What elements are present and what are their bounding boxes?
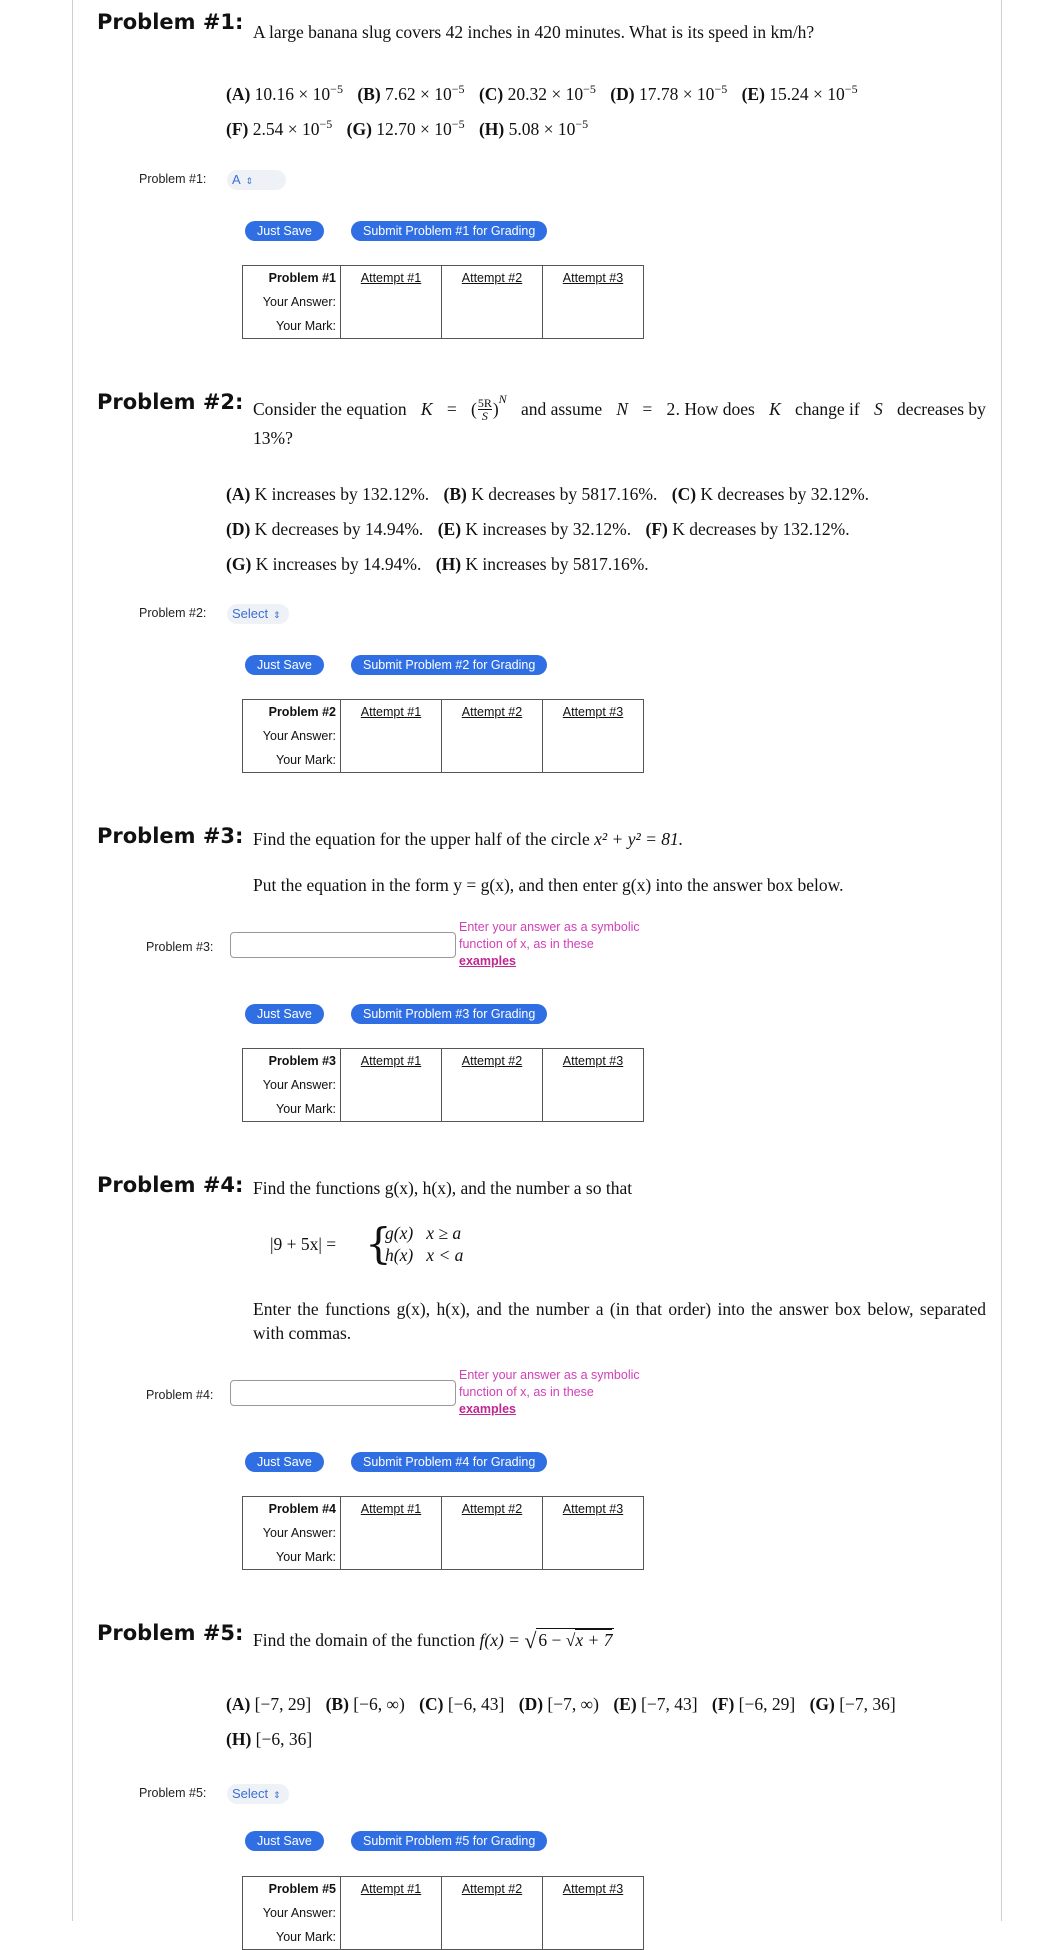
chevron-updown-icon: ⇕ — [273, 610, 281, 620]
brace-icon: { — [365, 1219, 392, 1268]
problem-2-title: Problem #2: — [97, 390, 244, 414]
radical-icon: √ — [565, 1630, 576, 1650]
problem-1-answer-label: Problem #1: — [139, 172, 207, 186]
choice-c: (C) $20.32 \times 10^{-5}$ — [478, 82, 596, 104]
problem-5-answer-label: Problem #5: — [139, 1786, 207, 1800]
problem-5-answer-select[interactable]: Select ⇕ — [227, 1784, 289, 1804]
problem-1-title: Problem #1: — [97, 10, 244, 34]
chevron-updown-icon: ⇕ — [273, 1790, 281, 1800]
problem-3-answer-input[interactable] — [230, 932, 456, 958]
problem-2-just-save-button[interactable]: Just Save — [245, 655, 324, 675]
attempt-3-link[interactable]: Attempt #3 — [562, 1054, 624, 1068]
problem-3-attempts-table: Problem #3 Your Answer: Your Mark: Attempt #1 Attempt #2 Attempt #3 — [242, 1048, 644, 1122]
problem-1-just-save-button[interactable]: Just Save — [245, 221, 324, 241]
problem-5-just-save-button[interactable]: Just Save — [245, 1831, 324, 1851]
problem-4-hint: Enter your answer as a symbolic function of x, as in these examples — [459, 1368, 640, 1416]
problem-4-instructions: Enter the functions g(x), h(x), and the number a (in that order) into the answer box below, separated with commas. — [253, 1299, 986, 1343]
problem-4-title: Problem #4: — [97, 1173, 244, 1197]
problem-3-submit-button[interactable]: Submit Problem #3 for Grading — [351, 1004, 547, 1024]
choice-h: (H) $5.08 \times 10^{-5}$ — [478, 117, 589, 139]
problem-4-lhs: |9 + 5x| = — [270, 1234, 337, 1254]
page-left-border — [72, 0, 73, 1921]
attempt-2-link[interactable]: Attempt #2 — [461, 705, 523, 719]
attempt-2-link[interactable]: Attempt #2 — [461, 1882, 523, 1896]
problem-4-answer-label: Problem #4: — [146, 1388, 214, 1402]
problem-1-attempts-table: Problem #1 Your Answer: Your Mark: Attempt #1 Attempt #2 Attempt #3 — [242, 265, 644, 339]
attempt-1-link[interactable]: Attempt #1 — [360, 1054, 422, 1068]
problem-3-just-save-button[interactable]: Just Save — [245, 1004, 324, 1024]
problem-2-attempts-table: Problem #2 Your Answer: Your Mark: Attempt #1 Attempt #2 Attempt #3 — [242, 699, 644, 773]
problem-3-text: Find the equation for the upper half of the circle x² + y² = 81. — [253, 829, 684, 849]
problem-4-just-save-button[interactable]: Just Save — [245, 1452, 324, 1472]
attempt-2-link[interactable]: Attempt #2 — [461, 1054, 523, 1068]
problem-5-title: Problem #5: — [97, 1621, 244, 1645]
attempt-2-link[interactable]: Attempt #2 — [461, 271, 523, 285]
chevron-updown-icon: ⇕ — [245, 176, 254, 186]
attempt-3-link[interactable]: Attempt #3 — [562, 271, 624, 285]
choice-d: (D) $17.78 \times 10^{-5}$ — [610, 82, 728, 104]
attempt-3-link[interactable]: Attempt #3 — [562, 705, 624, 719]
choice-a: (A) $10.16 \times 10^{-5}$ — [226, 82, 343, 104]
attempt-1-link[interactable]: Attempt #1 — [360, 1882, 422, 1896]
problem-2-submit-button[interactable]: Submit Problem #2 for Grading — [351, 655, 547, 675]
problem-4-answer-input[interactable] — [230, 1380, 456, 1406]
problem-2-text: Consider the equation K = ( 5R S ) N and assume N = 2 . How does K change if S decreases by 13%? — [253, 392, 986, 448]
problem-3-instructions: Put the equation in the form y = g(x), and then enter g(x) into the answer box below. — [253, 875, 844, 895]
problem-1-choices — [226, 77, 868, 147]
choice-g: (G) $12.70 \times 10^{-5}$ — [346, 117, 465, 139]
attempt-1-link[interactable]: Attempt #1 — [360, 271, 422, 285]
problem-5-attempts-table: Problem #5 Your Answer: Your Mark: Attempt #1 Attempt #2 Attempt #3 — [242, 1876, 644, 1950]
examples-link[interactable]: examples — [459, 1402, 516, 1416]
problem-5-text: Find the domain of the function f(x) = √ 6 − √x + 7 — [253, 1628, 613, 1653]
problem-2-answer-label: Problem #2: — [139, 606, 207, 620]
attempt-3-link[interactable]: Attempt #3 — [562, 1882, 624, 1896]
problem-4-submit-button[interactable]: Submit Problem #4 for Grading — [351, 1452, 547, 1472]
problem-2-choices: (A) K increases by 132.12%. (B) K decreases by 5817.16%. (C) K decreases by 32.12%. (D) K decreases by 14.94%. (E) K increases by 32.12%. (F) K decreases by 132.12%. (G) K increases by 14.94%. (H) K increases by 5817.16%. — [226, 484, 870, 574]
problem-1-submit-button[interactable]: Submit Problem #1 for Grading — [351, 221, 547, 241]
problem-3-hint: Enter your answer as a symbolic function of x, as in these examples — [459, 920, 640, 968]
choice-e: (E) $15.24 \times 10^{-5}$ — [741, 82, 858, 104]
choice-f: (F) $2.54 \times 10^{-5}$ — [226, 117, 333, 139]
problem-5-choices: (A) [−7, 29] (B) [−6, ∞) (C) [−6, 43] (D) [−7, ∞) (E) [−7, 43] (F) [−6, 29] (G) [−7, 36] (H) [−6, 36] — [226, 1694, 896, 1749]
examples-link[interactable]: examples — [459, 954, 516, 968]
problem-3-answer-label: Problem #3: — [146, 940, 214, 954]
attempt-3-link[interactable]: Attempt #3 — [562, 1502, 624, 1516]
attempt-1-link[interactable]: Attempt #1 — [360, 1502, 422, 1516]
attempt-2-link[interactable]: Attempt #2 — [461, 1502, 523, 1516]
problem-4-text: Find the functions g(x), h(x), and the number a so that — [253, 1178, 633, 1198]
problem-1-answer-select[interactable]: A ⇕ — [227, 170, 286, 190]
attempt-1-link[interactable]: Attempt #1 — [360, 705, 422, 719]
radical-icon: √ — [524, 1628, 537, 1653]
problem-1-text: A large banana slug covers 42 inches in 420 minutes. What is its speed in km/h? — [253, 22, 815, 42]
problem-2-answer-select[interactable]: Select ⇕ — [227, 604, 289, 624]
problem-4-attempts-table: Problem #4 Your Answer: Your Mark: Attempt #1 Attempt #2 Attempt #3 — [242, 1496, 644, 1570]
choice-b: (B) $7.62 \times 10^{-5}$ — [357, 82, 465, 104]
problem-4-cases: g(x) x ≥ a h(x) x < a — [385, 1223, 464, 1265]
page-right-border — [1001, 0, 1002, 1921]
problem-3-title: Problem #3: — [97, 824, 244, 848]
problem-5-submit-button[interactable]: Submit Problem #5 for Grading — [351, 1831, 547, 1851]
